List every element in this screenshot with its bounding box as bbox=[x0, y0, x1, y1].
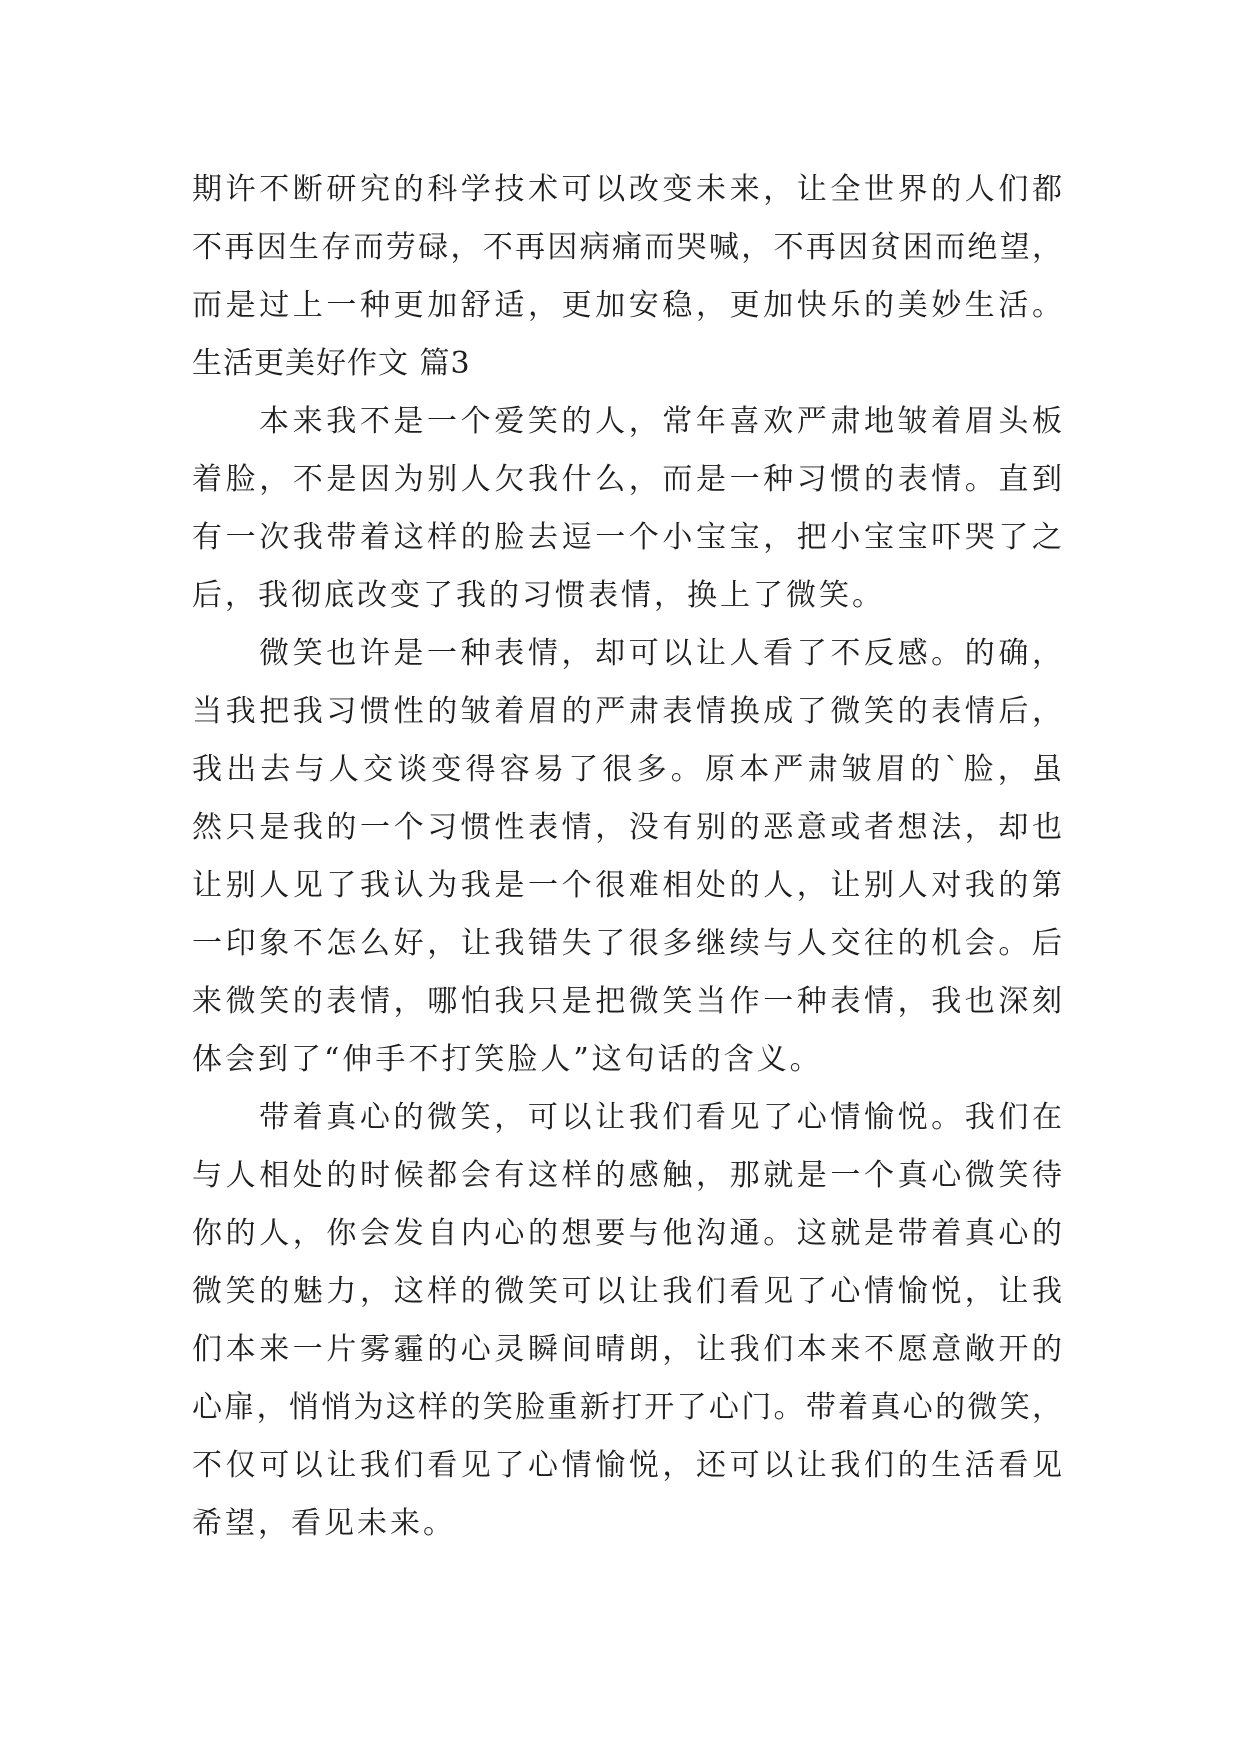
text-line: 期许不断研究的科学技术可以改变未来，让全世界的人们都 bbox=[192, 172, 1062, 207]
text-line: 不再因生存而劳碌，不再因病痛而哭喊，不再因贫困而绝望， bbox=[192, 230, 1062, 265]
paragraph bbox=[192, 393, 1092, 625]
text-line: 不仅可以让我们看见了心情愉悦，还可以让我们的生活看见 bbox=[192, 1448, 1062, 1483]
text-line: 来微笑的表情，哪怕我只是把微笑当作一种表情，我也深刻 bbox=[192, 984, 1062, 1019]
text-line: 本来我不是一个爱笑的人，常年喜欢严肃地皱着眉头板 bbox=[259, 404, 1062, 439]
document-body bbox=[192, 161, 1092, 1553]
text-line: 有一次我带着这样的脸去逗一个小宝宝，把小宝宝吓哭了之 bbox=[192, 520, 1062, 555]
paragraph bbox=[192, 1089, 1092, 1553]
text-line: 一印象不怎么好，让我错失了很多继续与人交往的机会。后 bbox=[192, 926, 1062, 961]
section-heading: 生活更美好作文 篇3 bbox=[192, 346, 471, 381]
text-line: 当我把我习惯性的皱着眉的严肃表情换成了微笑的表情后， bbox=[192, 694, 1062, 729]
text-line: 微笑也许是一种表情，却可以让人看了不反感。的确， bbox=[259, 636, 1062, 671]
text-line: 着脸，不是因为别人欠我什么，而是一种习惯的表情。直到 bbox=[192, 462, 1062, 497]
text-line: 让别人见了我认为我是一个很难相处的人，让别人对我的第 bbox=[192, 868, 1062, 903]
paragraph bbox=[192, 625, 1092, 1089]
text-line: 体会到了“伸手不打笑脸人”这句话的含义。 bbox=[192, 1042, 823, 1077]
text-line: 与人相处的时候都会有这样的感触，那就是一个真心微笑待 bbox=[192, 1158, 1062, 1193]
text-line: 后，我彻底改变了我的习惯表情，换上了微笑。 bbox=[192, 578, 885, 613]
text-line: 希望，看见未来。 bbox=[192, 1506, 456, 1541]
text-line: 带着真心的微笑，可以让我们看见了心情愉悦。我们在 bbox=[259, 1100, 1062, 1135]
text-line: 们本来一片雾霾的心灵瞬间晴朗，让我们本来不愿意敞开的 bbox=[192, 1332, 1062, 1367]
text-line: 微笑的魅力，这样的微笑可以让我们看见了心情愉悦，让我 bbox=[192, 1274, 1062, 1309]
text-line: 你的人，你会发自内心的想要与他沟通。这就是带着真心的 bbox=[192, 1216, 1062, 1251]
text-line: 我出去与人交谈变得容易了很多。原本严肃皱眉的`脸，虽 bbox=[192, 752, 1062, 787]
text-line: 心扉，悄悄为这样的笑脸重新打开了心门。带着真心的微笑， bbox=[192, 1390, 1062, 1425]
text-line: 然只是我的一个习惯性表情，没有别的恶意或者想法，却也 bbox=[192, 810, 1062, 845]
text-line: 而是过上一种更加舒适，更加安稳，更加快乐的美妙生活。 bbox=[192, 288, 1062, 323]
intro-paragraph bbox=[192, 161, 1092, 335]
